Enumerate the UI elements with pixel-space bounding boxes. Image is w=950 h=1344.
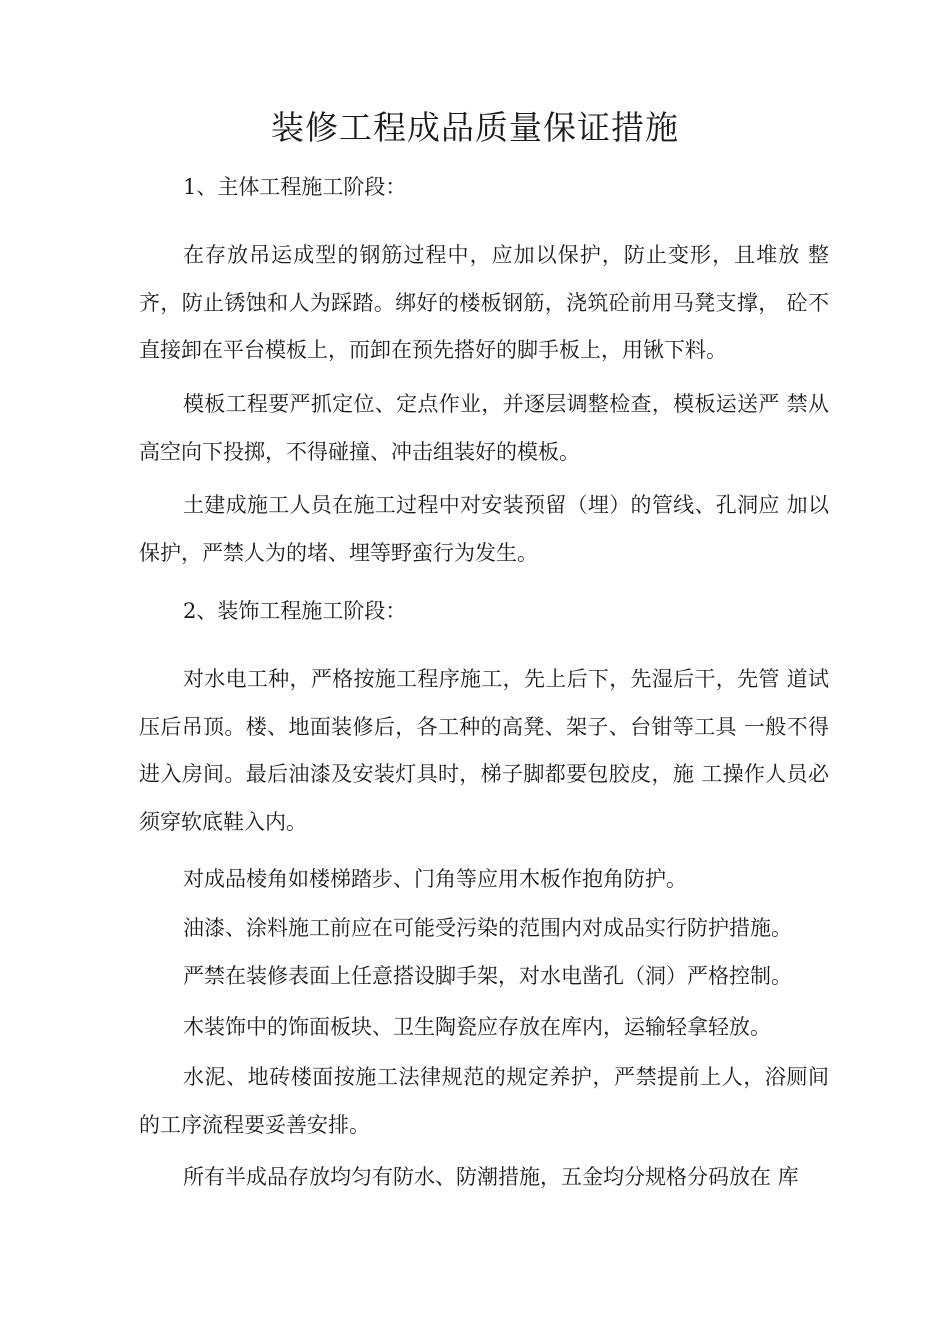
paragraph-semi-finished-storage: 所有半成品存放均匀有防水、防潮措施，五金均分规格分码放在 库 bbox=[183, 1165, 799, 1189]
paragraph-construction-sequence: 对水电工种，严格按施工程序施工，先上后下，先湿后干，先管 道试压后吊顶。楼、地面装修后，各工种的高凳、架子、台钳等工具 一般不得进入房间。最后油漆及安装灯具时，梯子脚都要包胶皮，施 工操作人员必须穿软底鞋入内。 bbox=[139, 667, 829, 834]
paragraph-edge-protection: 对成品棱角如楼梯踏步、门角等应用木板作抱角防护。 bbox=[183, 867, 687, 891]
document-title: 装修工程成品质量保证措施 bbox=[271, 108, 679, 147]
paragraph-rebar-protection: 在存放吊运成型的钢筋过程中，应加以保护，防止变形，且堆放 整齐，防止锈蚀和人为踩踏。绑好的楼板钢筋，浇筑砼前用马凳支撑， 砼不直接卸在平台模板上，而卸在预先搭好的脚手板上，用锹下料。 bbox=[139, 243, 829, 362]
paragraph-paint-protection: 油漆、涂料施工前应在可能受污染的范围内对成品实行防护措施。 bbox=[183, 916, 792, 940]
paragraph-floor-curing: 水泥、地砖楼面按施工法律规范的规定养护，严禁提前上人，浴厕间的工序流程要妥善安排。 bbox=[139, 1065, 829, 1137]
section-heading-2: 2、装饰工程施工阶段： bbox=[183, 599, 407, 623]
paragraph-scaffold-control: 严禁在装修表面上任意搭设脚手架，对水电凿孔（洞）严格控制。 bbox=[183, 964, 792, 988]
section-heading-1: 1、主体工程施工阶段： bbox=[183, 175, 407, 199]
paragraph-materials-storage: 木装饰中的饰面板块、卫生陶瓷应存放在库内，运输轻拿轻放。 bbox=[183, 1015, 771, 1039]
paragraph-formwork: 模板工程要严抓定位、定点作业，并逐层调整检查，模板运送严 禁从高空向下投掷，不得碰撞、冲击组装好的模板。 bbox=[139, 392, 829, 464]
paragraph-embedded-pipes: 土建成施工人员在施工过程中对安装预留（埋）的管线、孔洞应 加以保护，严禁人为的堵、埋等野蛮行为发生。 bbox=[139, 493, 829, 565]
